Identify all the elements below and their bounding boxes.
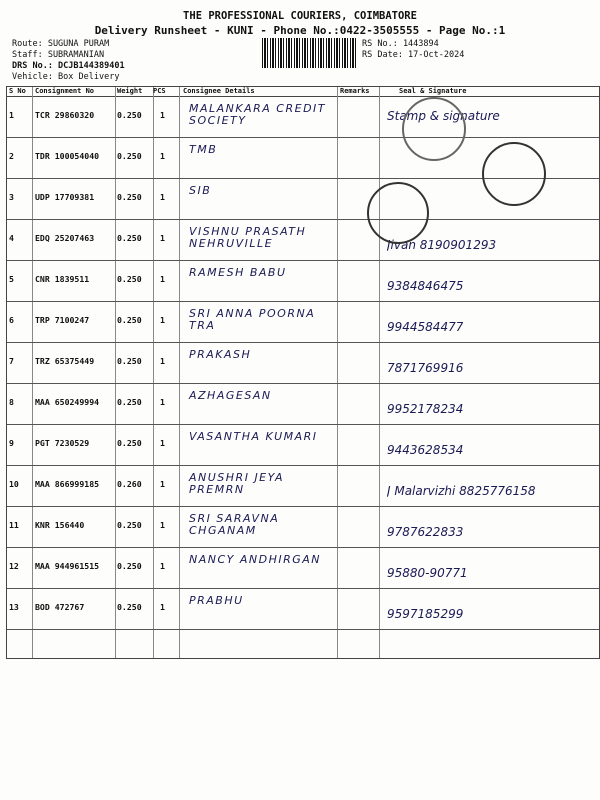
row-weight: 0.250 bbox=[117, 602, 142, 612]
row-weight: 0.250 bbox=[117, 438, 142, 448]
table-row bbox=[7, 425, 599, 466]
row-consignment: EDQ 25207463 bbox=[35, 233, 95, 243]
stamp-seal bbox=[482, 142, 546, 206]
row-weight: 0.250 bbox=[117, 274, 142, 284]
row-signature: 9597185299 bbox=[387, 607, 464, 621]
row-weight: 0.250 bbox=[117, 315, 142, 325]
row-sno: 10 bbox=[9, 479, 19, 489]
row-pcs: 1 bbox=[160, 110, 165, 120]
row-consignment: MAA 944961515 bbox=[35, 561, 100, 571]
row-pcs: 1 bbox=[160, 356, 165, 366]
table-row bbox=[7, 343, 599, 384]
row-weight: 0.260 bbox=[117, 479, 142, 489]
row-sno: 6 bbox=[9, 315, 14, 325]
company-title: THE PROFESSIONAL COURIERS, COIMBATORE bbox=[183, 10, 417, 22]
table-row bbox=[7, 548, 599, 589]
row-consignment: UDP 17709381 bbox=[35, 192, 95, 202]
drs-number: DRS No.: DCJB144389401 bbox=[12, 61, 125, 71]
row-consignee: RAMESH BABU bbox=[189, 266, 287, 279]
row-sno: 8 bbox=[9, 397, 14, 407]
runsheet-title: Delivery Runsheet - KUNI - Phone No.:0422-3505555 - Page No.:1 bbox=[94, 24, 506, 37]
row-sno: 12 bbox=[9, 561, 19, 571]
row-consignee: VISHNU PRASATH NEHRUVILLE bbox=[189, 225, 307, 250]
row-pcs: 1 bbox=[160, 192, 165, 202]
row-consignee: SRI ANNA POORNA TRA bbox=[189, 307, 316, 332]
row-weight: 0.250 bbox=[117, 192, 142, 202]
row-consignee: MALANKARA CREDIT SOCIETY bbox=[189, 102, 327, 127]
row-consignee: PRABHU bbox=[189, 594, 244, 607]
row-signature: 9443628534 bbox=[387, 443, 464, 457]
row-pcs: 1 bbox=[160, 561, 165, 571]
row-sno: 2 bbox=[9, 151, 14, 161]
row-consignee: TMB bbox=[189, 143, 218, 156]
row-sno: 5 bbox=[9, 274, 14, 284]
row-consignment: TRZ 65375449 bbox=[35, 356, 95, 366]
col-consignment: Consignment No bbox=[35, 87, 95, 95]
row-weight: 0.250 bbox=[117, 397, 142, 407]
row-signature: Stamp & signature bbox=[387, 109, 500, 123]
row-consignee: VASANTHA KUMARI bbox=[189, 430, 318, 443]
stamp-seal bbox=[367, 182, 429, 244]
row-sno: 7 bbox=[9, 356, 14, 366]
row-signature: 9952178234 bbox=[387, 402, 464, 416]
row-pcs: 1 bbox=[160, 520, 165, 530]
row-signature: J Malarvizhi 8825776158 bbox=[387, 484, 536, 498]
table-row bbox=[7, 384, 599, 425]
row-consignee: SIB bbox=[189, 184, 212, 197]
row-weight: 0.250 bbox=[117, 110, 142, 120]
row-consignment: MAA 866999185 bbox=[35, 479, 100, 489]
table-row bbox=[7, 261, 599, 302]
rs-number: RS No.: 1443894 bbox=[362, 39, 439, 49]
row-weight: 0.250 bbox=[117, 520, 142, 530]
row-signature: 9787622833 bbox=[387, 525, 464, 539]
row-consignee: SRI SARAVNA CHGANAM bbox=[189, 512, 280, 537]
row-consignment: CNR 1839511 bbox=[35, 274, 90, 284]
row-consignee: ANUSHRI JEYA PREMRN bbox=[189, 471, 285, 496]
row-signature: Jivan 8190901293 bbox=[387, 238, 497, 252]
runsheet-table bbox=[6, 86, 600, 659]
row-consignment: BOD 472767 bbox=[35, 602, 85, 612]
row-sno: 3 bbox=[9, 192, 14, 202]
row-consignment: PGT 7230529 bbox=[35, 438, 90, 448]
meta-right bbox=[362, 39, 464, 61]
row-sno: 11 bbox=[9, 520, 19, 530]
row-signature: 9944584477 bbox=[387, 320, 464, 334]
row-consignee: AZHAGESAN bbox=[189, 389, 272, 402]
row-sno: 4 bbox=[9, 233, 14, 243]
col-signature: Seal & Signature bbox=[399, 87, 467, 95]
row-signature: 95880-90771 bbox=[387, 566, 468, 580]
barcode bbox=[262, 38, 357, 68]
staff: Staff: SUBRAMANIAN bbox=[12, 50, 105, 60]
row-sno: 9 bbox=[9, 438, 14, 448]
stamp-seal bbox=[402, 97, 466, 161]
table-row bbox=[7, 220, 599, 261]
table-row bbox=[7, 97, 599, 138]
vehicle: Vehicle: Box Delivery bbox=[12, 72, 120, 82]
rs-date: RS Date: 17-Oct-2024 bbox=[362, 50, 465, 60]
row-consignment: KNR 156440 bbox=[35, 520, 85, 530]
row-pcs: 1 bbox=[160, 233, 165, 243]
row-weight: 0.250 bbox=[117, 356, 142, 366]
table-row bbox=[7, 507, 599, 548]
row-consignee: NANCY ANDHIRGAN bbox=[189, 553, 322, 566]
table-row bbox=[7, 466, 599, 507]
row-pcs: 1 bbox=[160, 438, 165, 448]
row-pcs: 1 bbox=[160, 602, 165, 612]
row-sno: 1 bbox=[9, 110, 14, 120]
row-consignee: PRAKASH bbox=[189, 348, 252, 361]
col-remarks: Remarks bbox=[340, 87, 370, 95]
row-pcs: 1 bbox=[160, 479, 165, 489]
row-consignment: TDR 100054040 bbox=[35, 151, 100, 161]
row-pcs: 1 bbox=[160, 274, 165, 284]
row-pcs: 1 bbox=[160, 315, 165, 325]
route: Route: SUGUNA PURAM bbox=[12, 39, 110, 49]
meta-left bbox=[12, 39, 125, 83]
row-sno: 13 bbox=[9, 602, 19, 612]
row-weight: 0.250 bbox=[117, 151, 142, 161]
row-signature: 7871769916 bbox=[387, 361, 464, 375]
row-consignment: MAA 650249994 bbox=[35, 397, 100, 407]
col-consignee: Consignee Details bbox=[183, 87, 255, 95]
row-weight: 0.250 bbox=[117, 233, 142, 243]
col-sno: S No bbox=[9, 87, 26, 95]
table-row bbox=[7, 589, 599, 630]
row-consignment: TCR 29860320 bbox=[35, 110, 95, 120]
row-pcs: 1 bbox=[160, 397, 165, 407]
row-consignment: TRP 7100247 bbox=[35, 315, 90, 325]
row-signature: 9384846475 bbox=[387, 279, 464, 293]
row-weight: 0.250 bbox=[117, 561, 142, 571]
col-pcs: PCS bbox=[153, 87, 166, 95]
col-weight: Weight bbox=[117, 87, 143, 95]
row-pcs: 1 bbox=[160, 151, 165, 161]
table-row bbox=[7, 302, 599, 343]
